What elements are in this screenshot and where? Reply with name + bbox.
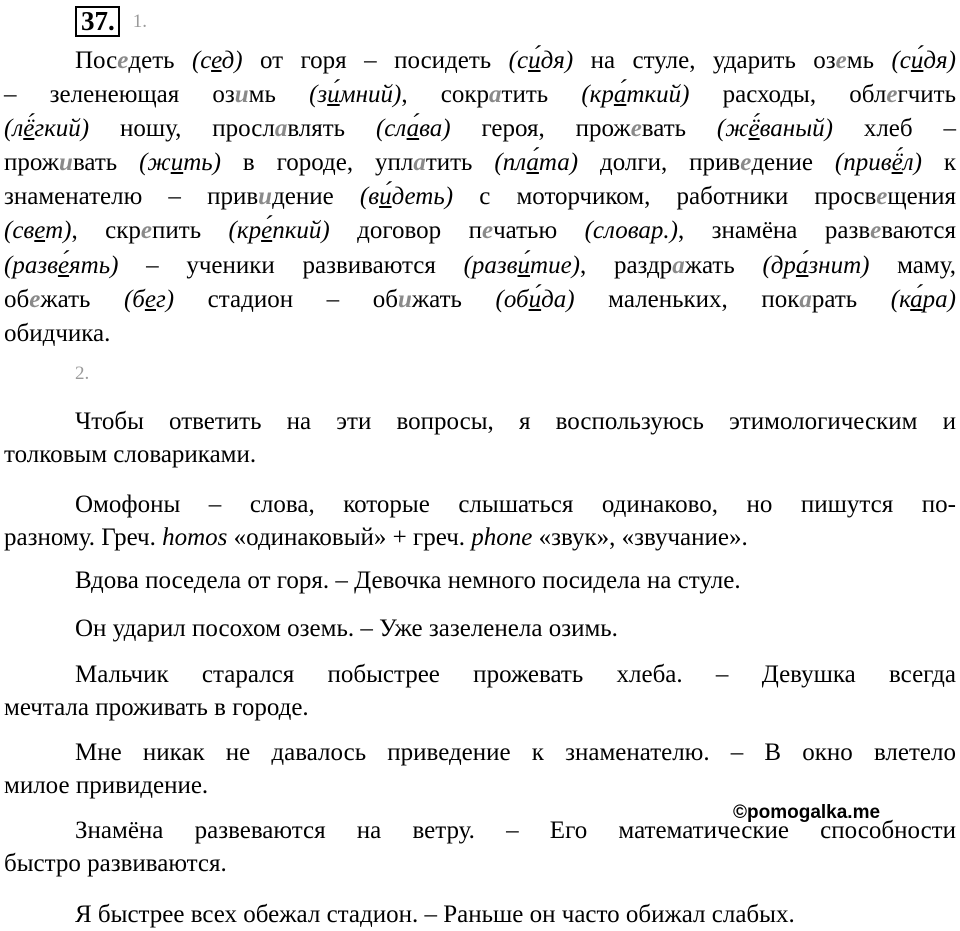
text-segment: знит) — [808, 251, 870, 279]
text-segment: е — [34, 217, 46, 245]
part1-line — [4, 180, 956, 214]
text-segment: (с — [191, 47, 212, 74]
text-segment: г) — [156, 285, 175, 313]
text-segment: деть — [128, 47, 192, 74]
text-segment: договор п — [329, 217, 482, 245]
text-segment: прож — [4, 149, 60, 177]
text-segment: (об — [495, 285, 529, 313]
text-segment: а́ — [613, 81, 627, 109]
highlighted-vowel: и — [397, 285, 412, 313]
text-segment: дение — [751, 149, 835, 177]
highlighted-vowel: е — [740, 149, 752, 177]
text-segment: (л — [4, 115, 24, 143]
exercise-number: 37. — [75, 6, 120, 37]
text-segment: гчить — [897, 81, 956, 109]
highlighted-vowel: и — [234, 81, 249, 109]
text-segment: (прив — [834, 149, 892, 177]
highlighted-vowel: а — [489, 81, 502, 109]
text-segment: дение — [272, 183, 360, 211]
text-segment: ношу, просл — [89, 115, 275, 143]
text-segment: (св — [4, 217, 35, 245]
text-segment: а́ — [526, 149, 539, 177]
text-segment: вать — [72, 149, 140, 177]
watermark: ©pomogalka.me — [733, 802, 881, 823]
text-segment: та) — [538, 149, 579, 177]
text-segment: (др — [762, 251, 796, 279]
text-segment: жать — [684, 251, 763, 279]
part1-line — [4, 283, 956, 317]
text-segment: стадион – об — [174, 285, 398, 313]
text-segment: расходы, обл — [689, 81, 887, 109]
text-segment: (словар.) — [584, 217, 678, 245]
text-segment: маму, — [869, 251, 956, 279]
answer-line: Мне никак не давалось приведение к знаменателю. – В окно влетело — [75, 739, 956, 766]
text-segment: и́ — [517, 251, 531, 279]
text-segment: (кр — [228, 217, 262, 245]
text-segment: деть) — [391, 183, 454, 211]
answer-line: толковым словариками. — [4, 441, 257, 468]
text-segment: (разв — [4, 251, 58, 279]
highlighted-vowel: е — [876, 183, 888, 211]
highlighted-vowel: е — [630, 115, 642, 143]
text-segment: и́ — [528, 47, 541, 74]
part1-line — [4, 249, 956, 283]
text-segment: (ж — [716, 115, 749, 143]
highlighted-vowel: е — [870, 217, 882, 245]
highlighted-vowel: е — [140, 217, 153, 245]
text-segment: ваный) — [759, 115, 833, 143]
answer-paragraph — [4, 488, 956, 554]
text-segment: ть) — [183, 149, 221, 177]
text-segment: е́ — [261, 217, 273, 245]
text-segment: тить — [425, 149, 495, 177]
text-segment: ё́ — [23, 115, 35, 143]
text-segment: обидчика. — [4, 319, 111, 347]
text-segment: (к — [890, 285, 911, 313]
text-segment: ва) — [419, 115, 451, 143]
text-segment: щения — [887, 183, 956, 211]
text-segment: а́ — [795, 251, 809, 279]
text-segment: е́ — [57, 251, 70, 279]
text-segment: гкий) — [34, 115, 90, 143]
part1-line — [4, 112, 956, 146]
text-segment: и́ — [528, 285, 542, 313]
text-segment: а́ — [910, 285, 923, 313]
text-segment: мь — [248, 81, 310, 109]
text-segment: д) — [221, 47, 243, 74]
text-segment: маленьких, пок — [574, 285, 800, 313]
part1-line — [4, 146, 956, 180]
text-segment: (пл — [494, 149, 527, 177]
text-segment: дя) — [923, 47, 956, 74]
highlighted-vowel: а — [413, 149, 426, 177]
highlighted-vowel: е — [886, 81, 898, 109]
text-segment: тить — [501, 81, 582, 109]
text-segment: (с — [508, 47, 529, 74]
part2-label: 2. — [75, 363, 90, 384]
text-segment: об — [4, 285, 30, 313]
answer-line: Мальчик старался побыстрее прожевать хлеба. – Девушка всегда — [75, 661, 956, 688]
text-segment: , сокр — [401, 81, 490, 109]
text-segment: (ж — [139, 149, 171, 177]
text-segment: в городе, упл — [220, 149, 414, 177]
highlighted-vowel: а — [799, 285, 812, 313]
text-segment: знаменателю – прив — [4, 183, 259, 211]
text-segment: а́ — [406, 115, 420, 143]
text-segment: , знамёна разв — [677, 217, 871, 245]
answer-paragraph — [4, 898, 956, 931]
text-segment: ваются — [881, 217, 956, 245]
highlighted-vowel: и — [59, 149, 73, 177]
text-segment: ё́ — [748, 115, 760, 143]
text-segment: Пос — [75, 47, 118, 74]
text-segment: л) — [902, 149, 922, 177]
answer-line: Знамёна развеваются на ветру. – Его математические способности — [75, 817, 956, 844]
text-segment: е — [211, 47, 222, 74]
answer-line: мечтала проживать в городе. — [4, 694, 309, 721]
text-segment: (кр — [581, 81, 614, 109]
answer-line: быстро развиваются. — [4, 850, 227, 877]
text-segment: ра) — [922, 285, 956, 313]
text-segment: ять) — [69, 251, 119, 279]
text-segment: (с — [891, 47, 911, 74]
text-segment: влять — [287, 115, 376, 143]
answer-paragraph — [4, 612, 956, 645]
part1-line — [4, 44, 956, 78]
highlighted-vowel: е — [835, 47, 847, 74]
part1-word-list — [4, 44, 956, 351]
text-segment: т) — [45, 217, 72, 245]
text-segment: и́ — [327, 81, 340, 109]
answer-paragraph — [4, 736, 956, 802]
text-segment: – зеленеющая оз — [4, 81, 235, 109]
text-segment: тие) — [530, 251, 580, 279]
text-segment: е — [144, 285, 156, 313]
answer-line: Он ударил посохом оземь. – Уже зазеленела озимь. — [75, 615, 618, 642]
highlighted-vowel: а — [274, 115, 288, 143]
highlighted-vowel: и — [258, 183, 273, 211]
part1-line — [4, 214, 956, 248]
highlighted-vowel: а — [672, 251, 685, 279]
text-segment: и́ — [910, 47, 924, 74]
answer-line: Я быстрее всех обежал стадион. – Раньше он часто обижал слабых. — [75, 901, 795, 928]
answer-paragraph — [4, 658, 956, 724]
answer-line: Вдова поседела от горя. – Девочка немного посидела на стуле. — [75, 567, 741, 594]
text-segment: долги, прив — [578, 149, 741, 177]
highlighted-vowel: е — [29, 285, 41, 313]
text-segment: (з — [309, 81, 328, 109]
text-segment: дя) — [540, 47, 574, 74]
text-segment: к — [921, 149, 956, 177]
text-segment: жать — [40, 285, 124, 313]
exercise-header — [75, 6, 147, 37]
text-segment: – ученики развиваются — [118, 251, 464, 279]
text-segment: героя, прож — [450, 115, 631, 143]
part1-line — [4, 78, 956, 112]
text-segment: , раздр — [580, 251, 673, 279]
part1-label: 1. — [132, 10, 147, 32]
text-segment: ё́ — [891, 149, 903, 177]
highlighted-vowel: е — [117, 47, 129, 74]
text-segment: (разв — [463, 251, 518, 279]
text-segment: с моторчиком, работники просв — [453, 183, 877, 211]
text-segment: (б — [123, 285, 145, 313]
text-segment: ткий) — [626, 81, 690, 109]
text-segment: пить — [152, 217, 229, 245]
answer-line: Чтобы ответить на эти вопросы, я воспользуюсь этимологическим и — [75, 408, 956, 435]
text-segment: и — [170, 149, 184, 177]
text-segment: (сл — [375, 115, 407, 143]
text-segment: пкий) — [272, 217, 330, 245]
answer-line: Омофоны – слова, которые слышаться одинаково, но пишутся по- — [75, 491, 956, 518]
text-segment: да) — [541, 285, 575, 313]
highlighted-vowel: е — [481, 217, 494, 245]
text-segment: жать — [411, 285, 496, 313]
text-segment: рать — [811, 285, 891, 313]
text-segment: чатью — [493, 217, 585, 245]
text-segment: вать — [641, 115, 717, 143]
answer-paragraph — [4, 405, 956, 471]
answer-line: милое привидение. — [4, 772, 209, 799]
text-segment: , скр — [71, 217, 141, 245]
text-segment: и́ — [379, 183, 392, 211]
text-segment: мний) — [339, 81, 402, 109]
text-segment: (в — [359, 183, 380, 211]
answer-paragraph — [4, 564, 956, 597]
text-segment: мь — [846, 47, 892, 74]
answer-line: разному. Греч. homos «одинаковый» + греч. phone «звук», «звучание». — [4, 524, 748, 551]
text-segment: на стуле, ударить оз — [573, 47, 836, 74]
part1-line — [4, 317, 956, 351]
text-segment: хлеб – — [832, 115, 956, 143]
text-segment: от горя – посидеть — [242, 47, 509, 74]
